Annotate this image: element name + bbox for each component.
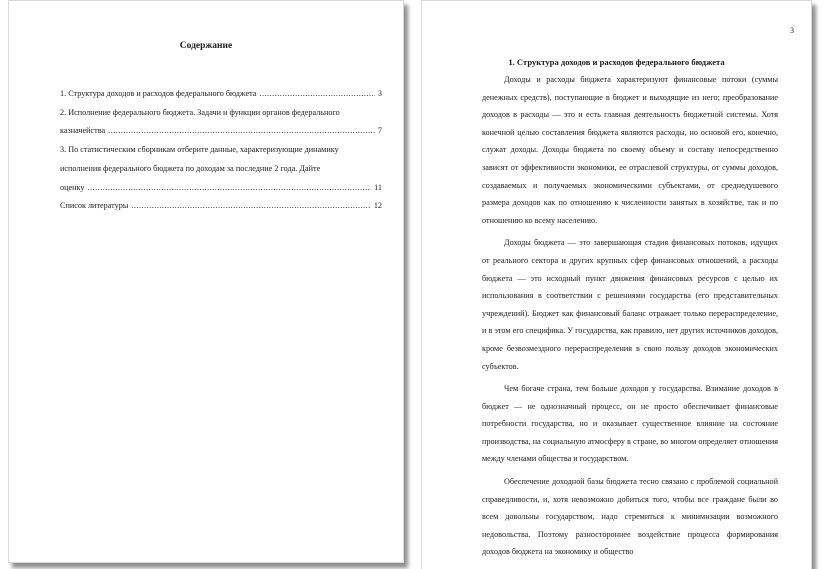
paragraph: Доходы бюджета — это завершающая стадия финансовых потоков, идущих от реального сектора и других крупных сфер финансовых отношений, а расходы бюджета — это исходный пункт движения финансовых ресурсов с целью их использования в соответствии с решениями государства (его представительных учреждений). Бюджет как финансовый баланс отражает только перераспределение, и в этом его специфика. У государства, как правило, нет других источников доходов, кроме безвозмездного перераспределения в свою пользу доходов экономических субъектов. [482,238,778,371]
toc-entry-page: 12 [373,201,382,211]
toc-entry[interactable] [60,141,382,197]
page-number: 3 [790,26,794,35]
toc-entry-text-last: оценку [60,182,85,192]
paragraph: Обеспечение доходной базы бюджета тесно связано с проблемой социальной справедливости, и, хотя невозможно добиться того, чтобы все граждане были во всем довольны государством, надо стремиться к минимизации возможного недовольства. Поэтому разностороннее воздействие процесса формирования доходов бюджета на экономику и общество [482,477,778,557]
toc-entry-page: 3 [377,89,382,98]
section-title: 1. Структура доходов и расходов федерального бюджета [508,57,725,67]
toc-entry[interactable] [60,104,382,141]
toc-entry-text: Список литературы [60,201,129,211]
toc-entry[interactable] [60,85,382,104]
table-of-contents [60,85,382,216]
toc-entry-text: 2. Исполнение федерального бюджета. Задачи и функции органов федерального [60,107,340,117]
toc-entry-page: 7 [377,126,382,136]
paragraph: Чем богаче страна, тем больше доходов у государства. Взимание доходов в бюджет — не однозначный процесс, он не просто обеспечивает финансовые потребности государства, но и оказывает существенное влияние на состояние производства, на социальную атмосферу в стране, во многом определяет отношения между членами общества и государством. [482,384,778,464]
paragraph: Доходы и расходы бюджета характеризуют финансовые потоки (суммы денежных средств), поступающие в бюджет и выходящие из него; преобразование доходов в расходы — это и есть главная деятельность бюджетной системы. Хотя конечной целью составления бюджета являются расходы, но основой его, конечно, служат доходы. Доходы бюджета по своему объему и составу непосредственно зависят от эффективности экономики, ее отраслевой структуры, от суммы доходов, создаваемых и получаемых экономическими субъектами, от среднедушевого размера доходов как по отношению к численности занятых в хозяйстве, так и по отношению ко всему населению. [482,75,778,225]
toc-entry-text-last: казначейства [60,126,106,136]
content-page [421,0,812,569]
toc-title: Содержание [179,41,233,51]
toc-entry-text: 3. По статистическим сборникам отберите данные, характеризующие динамику [60,145,339,155]
toc-leader [131,197,370,216]
toc-leader [108,122,375,141]
toc-entry-text: 1. Структура доходов и расходов федерального бюджета [60,89,257,98]
toc-leader [259,85,374,104]
toc-entry-text: исполнения федерального бюджета по доходам за последние 2 года. Дайте [60,163,321,173]
toc-entry[interactable] [60,197,382,216]
toc-page [8,0,404,563]
section-body [482,71,778,566]
toc-leader [87,179,371,198]
toc-entry-page: 11 [374,182,382,192]
